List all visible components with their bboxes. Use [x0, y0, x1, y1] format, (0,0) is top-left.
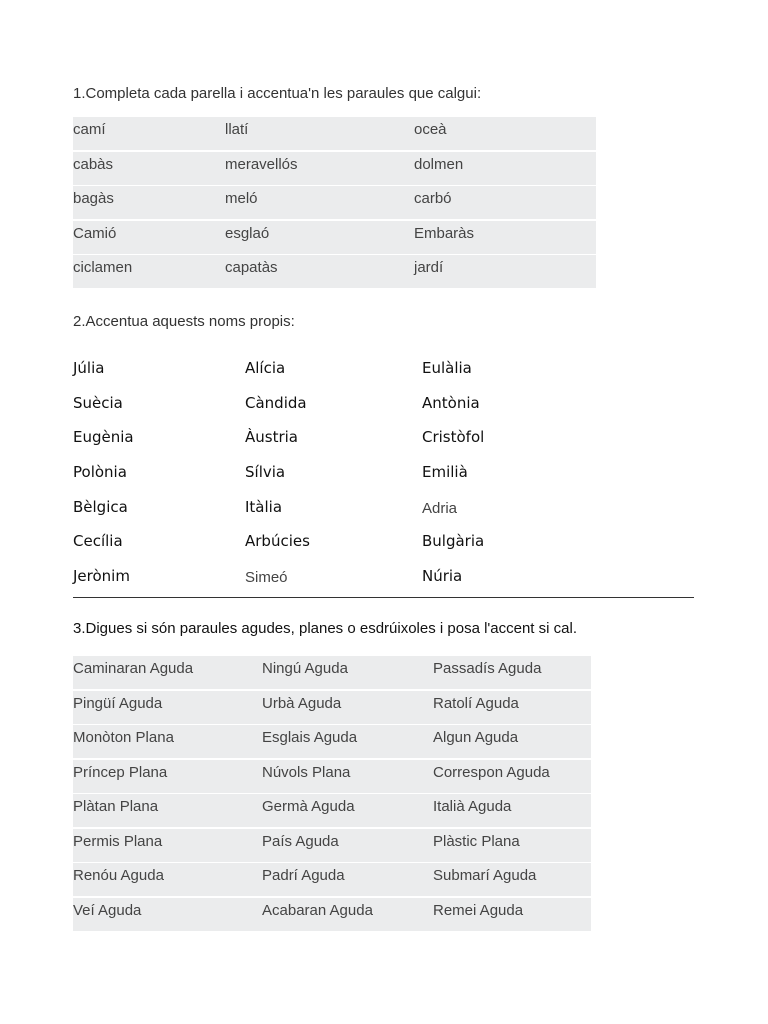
table-cell: Plàtan Plana	[73, 798, 159, 815]
list-item: Núria	[422, 567, 463, 586]
list-item: Bèlgica	[73, 497, 128, 516]
table-cell: Príncep Plana	[73, 763, 168, 781]
list-item: Àustria	[245, 428, 298, 447]
list-row	[73, 566, 694, 601]
table-cell: dolmen	[414, 155, 464, 173]
table-row	[73, 186, 596, 219]
section-2-title: 2.Accentua aquests noms propis:	[73, 313, 295, 330]
table-cell: meló	[225, 190, 258, 207]
table-cell: Embaràs	[414, 224, 475, 242]
table-cell: Germà Aguda	[262, 798, 355, 815]
table-cell: capatàs	[225, 259, 278, 276]
table-row	[73, 863, 591, 896]
list-row	[73, 393, 694, 428]
table-row	[73, 221, 596, 254]
list-row	[73, 531, 694, 566]
table-cell: llatí	[225, 121, 249, 138]
section-divider	[73, 597, 694, 598]
table-row	[73, 829, 591, 862]
table-cell: Correspon Aguda	[433, 763, 550, 781]
list-item: Cristòfol	[422, 428, 485, 447]
table-row	[73, 152, 596, 185]
table-cell: País Aguda	[262, 832, 339, 850]
table-cell: Urbà Aguda	[262, 694, 342, 712]
table-cell: Ningú Aguda	[262, 660, 348, 677]
table-cell: Núvols Plana	[262, 763, 351, 781]
list-row	[73, 427, 694, 462]
table-row	[73, 725, 591, 758]
table-row	[73, 117, 596, 150]
section-3-table	[73, 656, 591, 932]
table-cell: Padrí Aguda	[262, 867, 345, 884]
table-cell: Veí Aguda	[73, 901, 142, 919]
list-item: Itàlia	[245, 497, 283, 516]
list-item: Arbúcies	[245, 532, 310, 551]
table-row	[73, 760, 591, 793]
table-cell: Ratolí Aguda	[433, 694, 519, 712]
list-item: Júlia	[73, 359, 105, 377]
list-item: Antònia	[422, 393, 480, 412]
table-cell: meravellós	[225, 155, 298, 173]
table-row	[73, 691, 591, 724]
list-item: Alícia	[245, 359, 286, 377]
table-cell: Caminaran Aguda	[73, 660, 194, 677]
table-cell: carbó	[414, 190, 452, 207]
table-cell: ciclamen	[73, 259, 133, 276]
table-cell: Submarí Aguda	[433, 867, 537, 884]
table-cell: camí	[73, 121, 106, 138]
list-row	[73, 497, 694, 532]
section-1-table	[73, 117, 596, 290]
list-item: Polònia	[73, 463, 127, 482]
list-item: Simeó	[245, 569, 288, 587]
table-cell: Monòton Plana	[73, 729, 174, 746]
table-cell: oceà	[414, 121, 447, 138]
table-cell: Esglais Aguda	[262, 729, 358, 746]
list-item: Adria	[422, 499, 458, 517]
table-cell: Passadís Aguda	[433, 660, 542, 677]
list-item: Bulgària	[422, 532, 485, 551]
table-cell: Italià Aguda	[433, 798, 512, 815]
proper-names-list	[73, 358, 694, 601]
table-cell: esglaó	[225, 224, 270, 242]
table-cell: bagàs	[73, 190, 114, 207]
table-cell: Camió	[73, 224, 117, 242]
table-row	[73, 898, 591, 931]
table-cell: jardí	[414, 259, 444, 276]
table-cell: Remei Aguda	[433, 901, 524, 919]
table-cell: cabàs	[73, 155, 114, 173]
list-item: Eugènia	[73, 428, 134, 447]
table-cell: Renóu Aguda	[73, 867, 164, 884]
list-item: Càndida	[245, 393, 307, 412]
list-item: Jerònim	[73, 567, 130, 586]
table-row	[73, 794, 591, 827]
list-item: Suècia	[73, 393, 123, 412]
table-cell: Acabaran Aguda	[262, 901, 373, 919]
list-item: Sílvia	[245, 463, 286, 482]
table-cell: Plàstic Plana	[433, 832, 520, 850]
list-row	[73, 462, 694, 497]
table-row	[73, 255, 596, 288]
list-item: Eulàlia	[422, 359, 472, 377]
list-item: Cecília	[73, 532, 123, 551]
table-cell: Algun Aguda	[433, 729, 519, 746]
section-3-title: 3.Digues si són paraules agudes, planes o esdrúixoles i posa l'accent si cal.	[73, 620, 577, 637]
table-row	[73, 656, 591, 689]
list-item: Emilià	[422, 463, 468, 482]
section-1-title: 1.Completa cada parella i accentua'n les paraules que calgui:	[73, 85, 482, 102]
table-cell: Pingüí Aguda	[73, 694, 163, 712]
table-cell: Permis Plana	[73, 832, 163, 850]
list-row	[73, 358, 694, 393]
